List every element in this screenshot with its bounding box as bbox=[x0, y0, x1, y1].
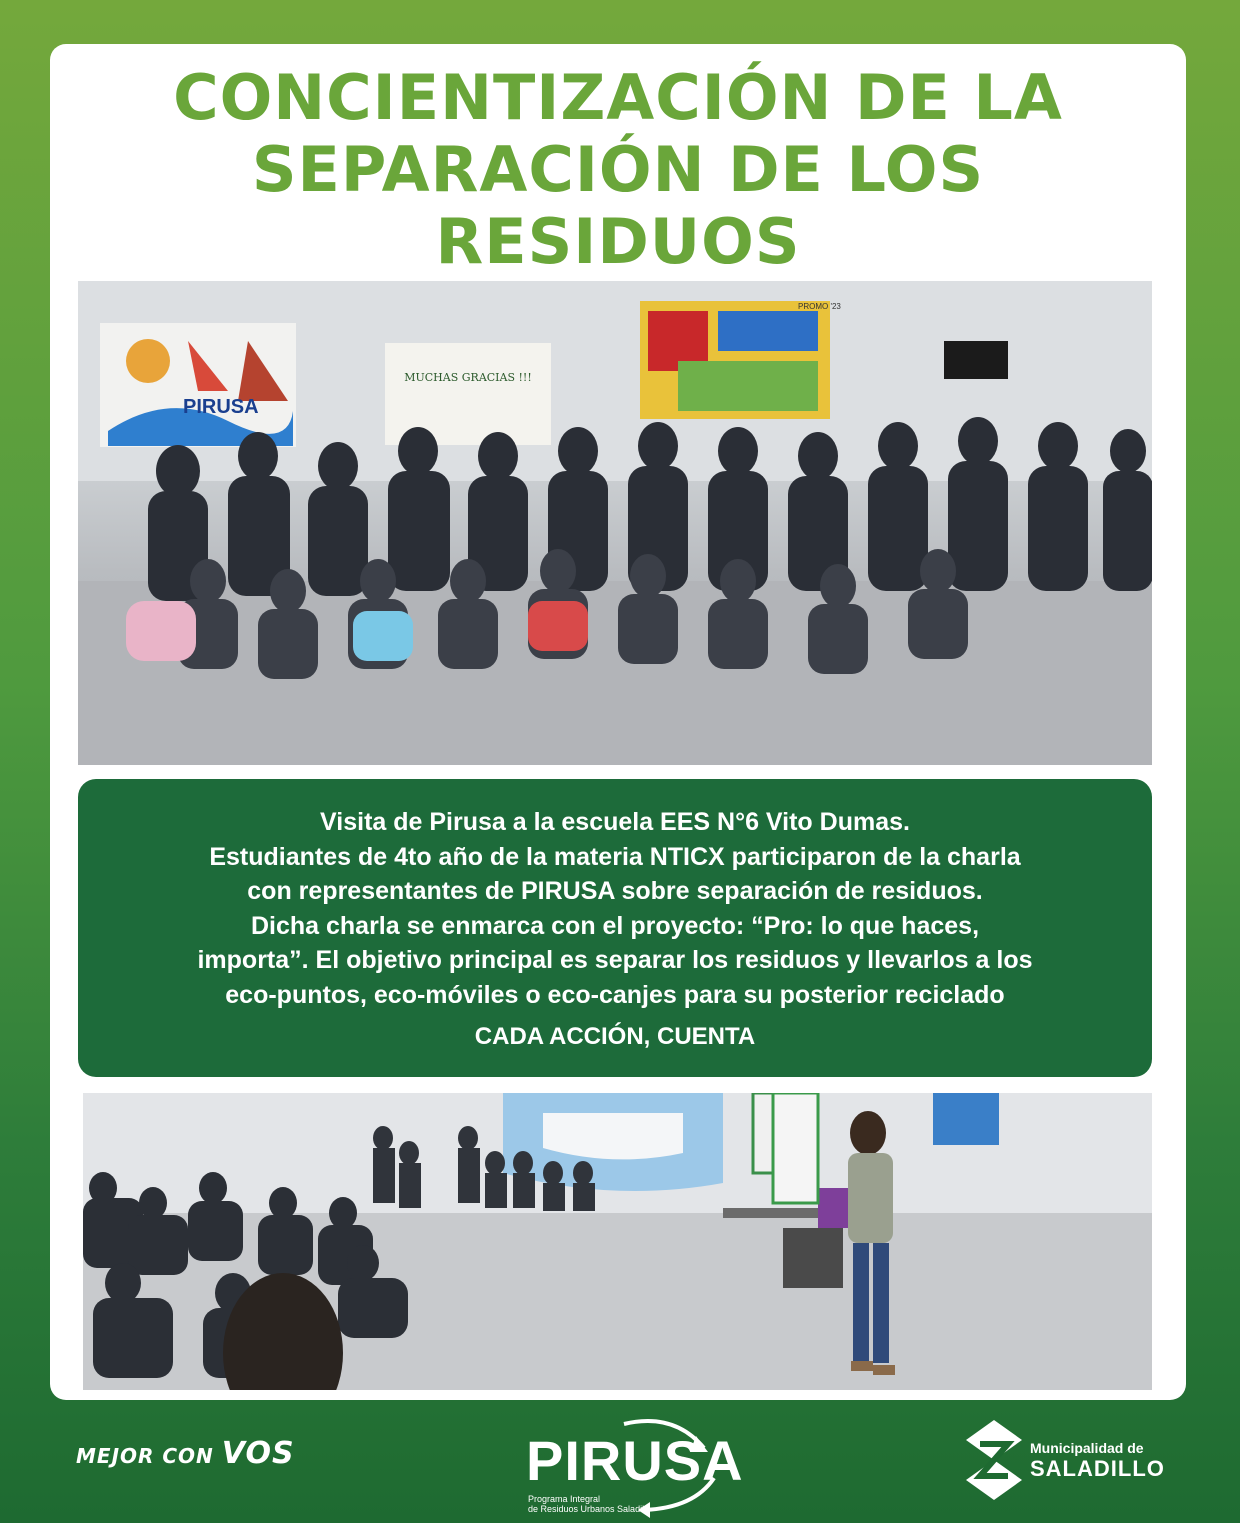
slogan bbox=[76, 1436, 295, 1471]
description-line-6: eco-puntos, eco-móviles o eco-canjes para su posterior reciclado bbox=[225, 980, 1005, 1009]
pirusa-logo bbox=[524, 1408, 744, 1518]
group-photo bbox=[78, 281, 1152, 765]
flag-text: PROMO '23 bbox=[798, 302, 841, 311]
screen-text: MUCHAS GRACIAS !!! bbox=[404, 371, 532, 384]
municipality-logo bbox=[966, 1420, 1186, 1500]
title-line-2: SEPARACIÓN DE LOS bbox=[251, 133, 985, 206]
description-box bbox=[78, 779, 1152, 1077]
municipality-line-1: Municipalidad de bbox=[1030, 1440, 1144, 1456]
description-line-3: con representantes de PIRUSA sobre separación de residuos. bbox=[247, 877, 983, 905]
municipality-line-2: SALADILLO bbox=[1030, 1456, 1165, 1481]
pirusa-subtitle-1: Programa Integral bbox=[528, 1494, 601, 1504]
description-line-5: importa”. El objetivo principal es separar los residuos y llevarlos a los bbox=[197, 946, 1033, 974]
description-line-4: Dicha charla se enmarca con el proyecto: “Pro: lo que haces, bbox=[250, 911, 980, 940]
title-line-3: RESIDUOS bbox=[435, 205, 801, 278]
pirusa-wordmark: PIRUSA bbox=[526, 1429, 744, 1492]
title-line-1: CONCIENTIZACIÓN DE LA bbox=[173, 61, 1063, 134]
pirusa-subtitle-2: de Residuos Urbanos Saladillo bbox=[528, 1504, 652, 1514]
call-to-action: CADA ACCIÓN, CUENTA bbox=[474, 1023, 756, 1050]
saladillo-emblem-icon bbox=[966, 1420, 1022, 1500]
slogan-part-1: MEJOR CON bbox=[76, 1444, 214, 1468]
slogan-part-2: VOS bbox=[221, 1436, 295, 1471]
talk-photo-illustration bbox=[83, 1093, 1152, 1390]
wall-tv bbox=[944, 341, 1008, 379]
description-line-1: Visita de Pirusa a la escuela EES N°6 Vito Dumas. bbox=[320, 808, 910, 836]
description-line-2: Estudiantes de 4to año de la materia NTICX participaron de la charla bbox=[209, 842, 1021, 871]
group-photo-illustration bbox=[78, 281, 1152, 765]
page-title bbox=[50, 62, 1186, 278]
talk-photo bbox=[83, 1093, 1152, 1390]
pirusa-subtitle bbox=[528, 1494, 651, 1514]
mural-pirusa-text: PIRUSA bbox=[183, 396, 259, 418]
